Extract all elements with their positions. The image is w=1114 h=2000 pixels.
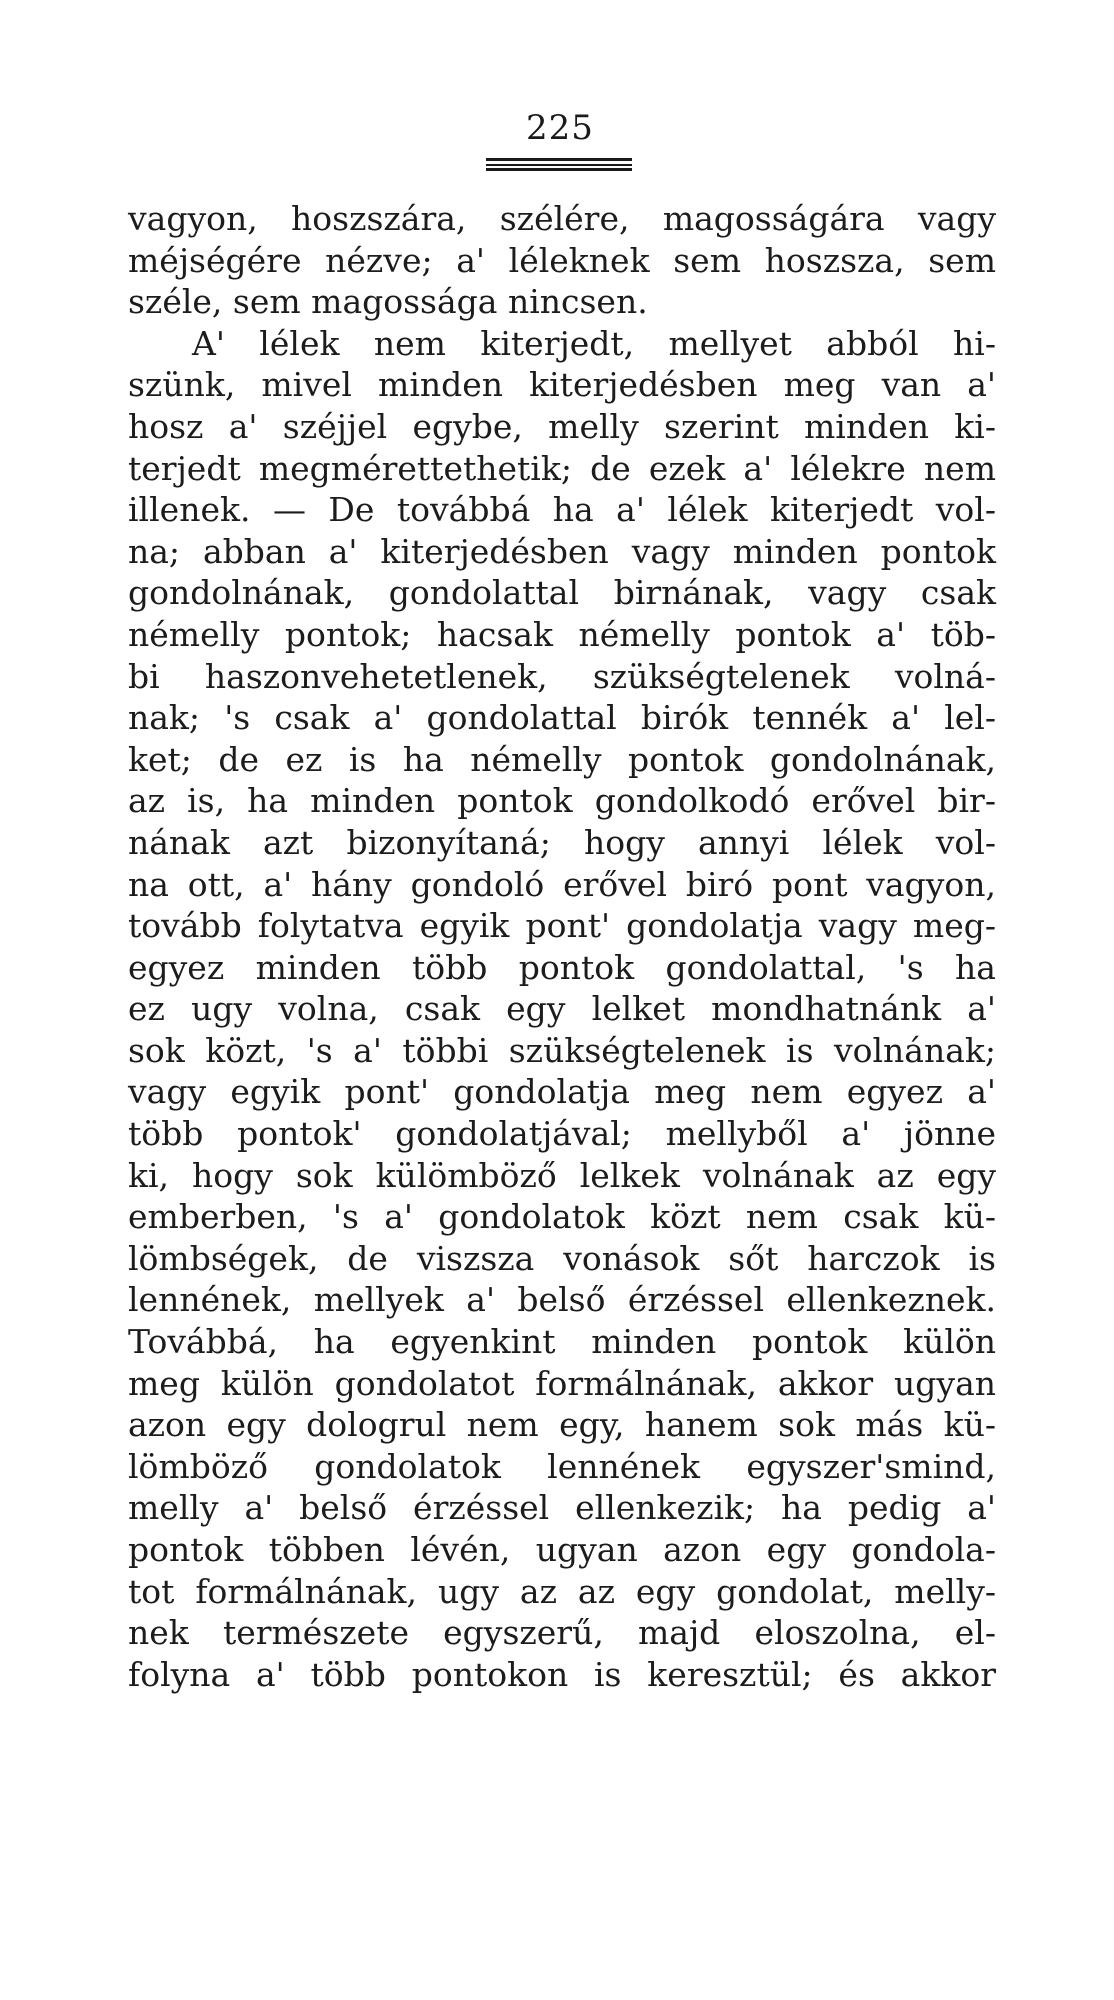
text-line: méjségére nézve; a' léleknek sem hoszsza, sem — [128, 240, 996, 280]
text-line: na ott, a' hány gondoló erővel biró pont vagyon, — [128, 864, 996, 904]
text-line: vagy egyik pont' gondolatja meg nem egyez a' — [128, 1072, 996, 1112]
text-line: nek természete egyszerű, majd eloszolna, el- — [128, 1613, 996, 1653]
body-text — [128, 198, 996, 1695]
text-line: gondolnának, gondolattal birnának, vagy csak — [128, 573, 996, 613]
text-line: azon egy dologrul nem egy, hanem sok más kü- — [128, 1405, 996, 1445]
text-line: ket; de ez is ha némelly pontok gondolnának, — [128, 739, 996, 779]
text-line: lennének, mellyek a' belső érzéssel ellenkeznek. — [128, 1280, 996, 1320]
header-rule-top — [486, 158, 632, 161]
text-line: több pontok' gondolatjával; mellyből a' jönne — [128, 1114, 996, 1154]
text-line: na; abban a' kiterjedésben vagy minden pontok — [128, 531, 996, 571]
page-number: 225 — [526, 108, 594, 148]
text-line: ez ugy volna, csak egy lelket mondhatnánk a' — [128, 989, 996, 1029]
header-rule-bottom — [486, 168, 632, 171]
text-line: tot formálnának, ugy az az egy gondolat, melly- — [128, 1571, 996, 1611]
text-line: meg külön gondolatot formálnának, akkor ugyan — [128, 1363, 996, 1403]
text-line: ki, hogy sok külömböző lelkek volnának az egy — [128, 1155, 996, 1195]
text-line: Továbbá, ha egyenkint minden pontok külön — [128, 1322, 996, 1362]
header-rule-middle — [486, 164, 632, 166]
text-line: pontok többen lévén, ugyan azon egy gondola- — [128, 1530, 996, 1569]
text-line: szünk, mivel minden kiterjedésben meg van a' — [128, 365, 996, 405]
text-line: hosz a' széjjel egybe, melly szerint minden ki- — [128, 406, 996, 446]
text-line: lömbségek, de viszsza vonások sőt harczok is — [128, 1238, 996, 1278]
text-line: emberben, 's a' gondolatok közt nem csak kü- — [128, 1197, 996, 1237]
text-line: A' lélek nem kiterjedt, mellyet abból hi- — [192, 323, 996, 363]
text-line: tovább folytatva egyik pont' gondolatja vagy meg- — [128, 906, 996, 946]
text-line: bi haszonvehetetlenek, szükségtelenek volná- — [128, 656, 996, 696]
text-line: illenek. — De továbbá ha a' lélek kiterjedt vol- — [128, 490, 996, 530]
text-line: nának azt bizonyítaná; hogy annyi lélek vol- — [128, 822, 996, 862]
text-line: melly a' belső érzéssel ellenkezik; ha pedig a' — [128, 1488, 996, 1528]
text-line: az is, ha minden pontok gondolkodó erővel bir- — [128, 781, 996, 821]
text-line: széle, sem magossága nincsen. — [128, 282, 648, 322]
text-line: nak; 's csak a' gondolattal birók tennék a' lel- — [128, 698, 996, 738]
text-line: némelly pontok; hacsak némelly pontok a' töb- — [128, 614, 996, 654]
text-line: vagyon, hoszszára, szélére, magosságára vagy — [128, 199, 996, 238]
text-line: egyez minden több pontok gondolattal, 's ha — [128, 947, 996, 987]
text-line: folyna a' több pontokon is keresztül; és akkor — [128, 1654, 996, 1694]
text-line: lömböző gondolatok lennének egyszer'smind, — [128, 1446, 996, 1486]
text-line: sok közt, 's a' többi szükségtelenek is volnának; — [128, 1030, 996, 1070]
text-line: terjedt megmérettethetik; de ezek a' lélekre nem — [128, 448, 996, 488]
